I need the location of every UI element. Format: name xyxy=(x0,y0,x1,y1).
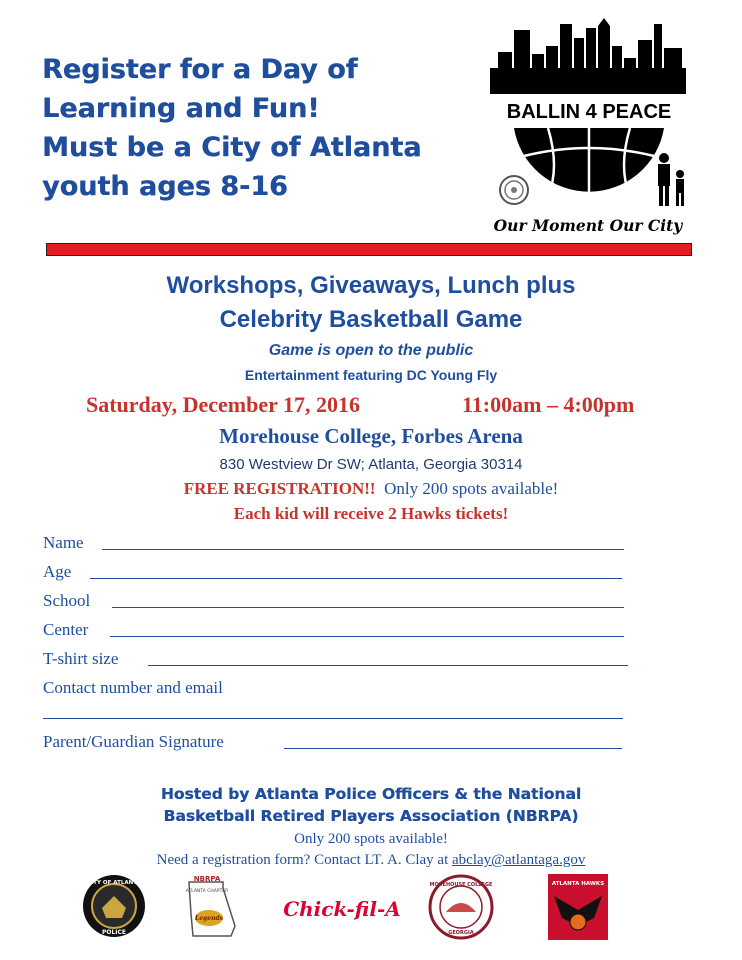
host-statement xyxy=(0,783,742,827)
headline xyxy=(42,50,482,206)
name-label: Name xyxy=(43,533,84,552)
event-game: Celebrity Basketball Game xyxy=(219,306,523,333)
chick-fil-a-logo xyxy=(283,874,401,934)
event-time: 11:00am – 4:00pm xyxy=(462,392,635,417)
contact-field[interactable] xyxy=(43,718,623,719)
spots-available: Only 200 spots available! xyxy=(384,479,559,498)
footer-spots: Only 200 spots available! xyxy=(294,831,448,847)
event-address: 830 Westview Dr SW; Atlanta, Georgia 30314 xyxy=(219,456,523,473)
morehouse-seal-bottom-text: GEORGIA xyxy=(448,930,474,936)
hawks-basketball-icon xyxy=(570,914,586,930)
nbrpa-logo xyxy=(183,874,245,940)
contact-line xyxy=(0,852,742,869)
headline-line-2: Learning and Fun! xyxy=(42,93,320,124)
school-field[interactable] xyxy=(112,607,624,608)
center-label: Center xyxy=(43,620,89,639)
name-field[interactable] xyxy=(102,549,624,550)
age-field[interactable] xyxy=(90,578,622,579)
morehouse-college-seal xyxy=(428,874,494,940)
basketball-icon xyxy=(514,128,664,202)
event-activities: Workshops, Giveaways, Lunch plus xyxy=(166,272,576,299)
signature-field[interactable] xyxy=(284,748,622,749)
contact-label: Contact number and email xyxy=(43,678,223,697)
chick-fil-a-text: Chick-fil-A xyxy=(283,897,401,921)
host-line-1: Hosted by Atlanta Police Officers & the National xyxy=(160,785,582,803)
red-divider-bar xyxy=(46,243,692,256)
hawks-logo-text: ATLANTA HAWKS xyxy=(551,881,605,887)
skyline-icon xyxy=(490,18,686,94)
school-label: School xyxy=(43,591,91,610)
headline-line-3: Must be a City of Atlanta xyxy=(42,132,422,163)
city-seal-icon xyxy=(500,176,528,204)
officer-and-child-icon xyxy=(658,153,684,206)
nbrpa-text: NBRPA xyxy=(193,875,221,883)
logo-tagline: Our Moment Our City xyxy=(493,216,683,235)
hawks-tickets: Each kid will receive 2 Hawks tickets! xyxy=(233,504,509,523)
entertainment: Entertainment featuring DC Young Fly xyxy=(244,367,498,383)
tshirt-size-field[interactable] xyxy=(148,665,628,666)
host-line-2: Basketball Retired Players Association (NBRPA) xyxy=(163,807,579,825)
contact-text: Need a registration form? Contact LT. A. Clay at xyxy=(156,852,452,868)
event-venue: Morehouse College, Forbes Arena xyxy=(219,424,523,448)
age-label: Age xyxy=(43,562,72,581)
free-registration: FREE REGISTRATION!! xyxy=(183,479,376,498)
nbrpa-legends-text: Legends xyxy=(195,915,223,922)
headline-line-4: youth ages 8-16 xyxy=(42,171,288,202)
atlanta-hawks-logo xyxy=(548,874,608,940)
tshirt-size-label: T-shirt size xyxy=(43,649,119,668)
event-date: Saturday, December 17, 2016 xyxy=(86,392,360,417)
free-registration-line xyxy=(0,479,742,499)
police-badge-bottom-text: POLICE xyxy=(101,929,127,936)
logo-title: BALLIN 4 PEACE xyxy=(506,101,672,123)
atlanta-police-badge xyxy=(82,874,146,938)
public-note: Game is open to the public xyxy=(268,342,474,359)
morehouse-seal-top-text: MOREHOUSE COLLEGE xyxy=(429,882,493,888)
center-field[interactable] xyxy=(110,636,624,637)
nbrpa-chapter-text: ATLANTA CHAPTER xyxy=(185,889,229,894)
signature-label: Parent/Guardian Signature xyxy=(43,732,224,751)
police-badge-top-text: CITY OF ATLANTA xyxy=(87,880,141,886)
contact-email-link[interactable]: abclay@atlantaga.gov xyxy=(452,852,586,868)
headline-line-1: Register for a Day of xyxy=(42,54,358,85)
ballin-4-peace-logo xyxy=(488,18,690,240)
